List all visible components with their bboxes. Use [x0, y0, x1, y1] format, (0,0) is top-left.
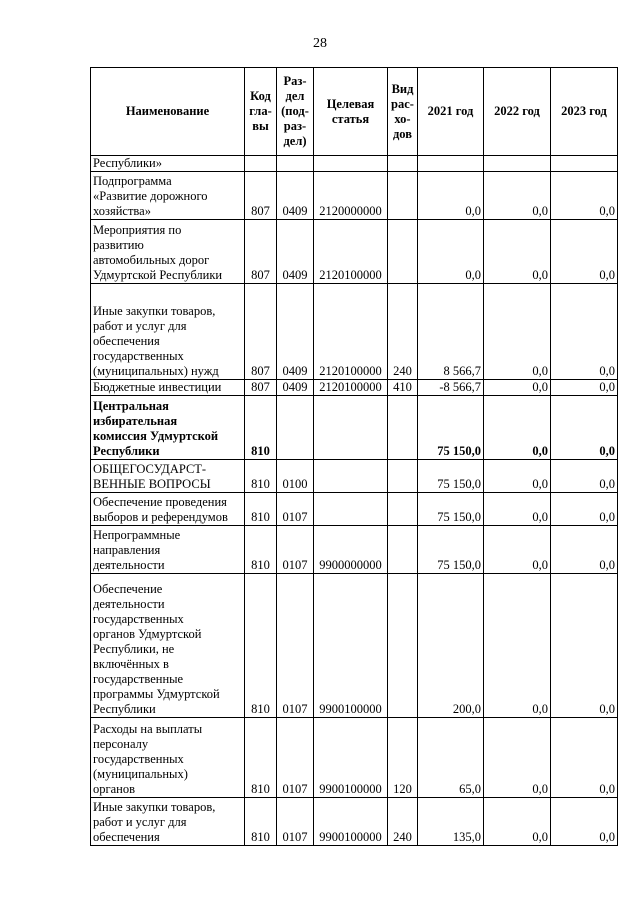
- cell-2023: 0,0: [551, 396, 618, 460]
- cell-2022: 0,0: [484, 574, 551, 718]
- cell-expense: [388, 574, 418, 718]
- cell-expense: [388, 493, 418, 526]
- cell-2023: 0,0: [551, 718, 618, 798]
- header-name: Наименование: [91, 68, 245, 156]
- cell-article: [314, 493, 388, 526]
- cell-article: 2120100000: [314, 220, 388, 284]
- cell-2023: 0,0: [551, 172, 618, 220]
- cell-expense: 410: [388, 380, 418, 396]
- cell-name: Обеспечение проведения выборов и референдумов: [91, 493, 245, 526]
- cell-2023: 0,0: [551, 493, 618, 526]
- header-2021: 2021 год: [418, 68, 484, 156]
- table-row: [91, 493, 618, 526]
- table-row: [91, 460, 618, 493]
- cell-2023: 0,0: [551, 574, 618, 718]
- cell-2022: 0,0: [484, 396, 551, 460]
- cell-expense: 240: [388, 284, 418, 380]
- cell-2022: 0,0: [484, 284, 551, 380]
- budget-table: [90, 67, 618, 846]
- cell-2021: -8 566,7: [418, 380, 484, 396]
- cell-2021: 75 150,0: [418, 396, 484, 460]
- cell-expense: [388, 460, 418, 493]
- header-section: Раз- дел (под- раз- дел): [277, 68, 314, 156]
- cell-article: 2120100000: [314, 284, 388, 380]
- cell-2021: 75 150,0: [418, 493, 484, 526]
- cell-code: [245, 156, 277, 172]
- cell-article: [314, 460, 388, 493]
- cell-code: 807: [245, 220, 277, 284]
- cell-code: 810: [245, 718, 277, 798]
- cell-name: Центральная избирательная комиссия Удмуртской Республики: [91, 396, 245, 460]
- cell-code: 810: [245, 396, 277, 460]
- table-row: [91, 396, 618, 460]
- header-expense: Вид рас- хо- дов: [388, 68, 418, 156]
- cell-article: 9900000000: [314, 526, 388, 574]
- cell-code: 810: [245, 460, 277, 493]
- cell-2021: 65,0: [418, 718, 484, 798]
- cell-2021: [418, 156, 484, 172]
- cell-2021: 0,0: [418, 172, 484, 220]
- cell-section: [277, 156, 314, 172]
- table-row: [91, 172, 618, 220]
- cell-expense: 120: [388, 718, 418, 798]
- cell-2023: 0,0: [551, 284, 618, 380]
- cell-name: Иные закупки товаров, работ и услуг для обеспечения: [91, 798, 245, 846]
- cell-section: 0107: [277, 718, 314, 798]
- cell-section: 0409: [277, 172, 314, 220]
- cell-section: 0107: [277, 526, 314, 574]
- cell-name: ОБЩЕГОСУДАРСТ- ВЕННЫЕ ВОПРОСЫ: [91, 460, 245, 493]
- cell-expense: [388, 526, 418, 574]
- cell-code: 810: [245, 798, 277, 846]
- page-number: 28: [313, 36, 327, 51]
- cell-section: 0107: [277, 574, 314, 718]
- cell-2021: 75 150,0: [418, 526, 484, 574]
- cell-2022: 0,0: [484, 380, 551, 396]
- header-article: Целевая статья: [314, 68, 388, 156]
- cell-section: 0409: [277, 380, 314, 396]
- table-row: [91, 718, 618, 798]
- cell-expense: [388, 172, 418, 220]
- table-row: [91, 380, 618, 396]
- cell-2022: 0,0: [484, 172, 551, 220]
- cell-name: Подпрограмма «Развитие дорожного хозяйства»: [91, 172, 245, 220]
- cell-2021: 0,0: [418, 220, 484, 284]
- cell-2022: 0,0: [484, 220, 551, 284]
- table-row: [91, 526, 618, 574]
- table-row: [91, 574, 618, 718]
- cell-name: Республики»: [91, 156, 245, 172]
- cell-section: 0107: [277, 493, 314, 526]
- table-row: [91, 798, 618, 846]
- cell-expense: 240: [388, 798, 418, 846]
- cell-code: 810: [245, 574, 277, 718]
- cell-2022: 0,0: [484, 460, 551, 493]
- cell-2023: 0,0: [551, 460, 618, 493]
- cell-2022: 0,0: [484, 493, 551, 526]
- cell-2021: 75 150,0: [418, 460, 484, 493]
- cell-name: Расходы на выплаты персоналу государственных (муниципальных) органов: [91, 718, 245, 798]
- cell-name: Мероприятия по развитию автомобильных дорог Удмуртской Республики: [91, 220, 245, 284]
- cell-name: Непрограммные направления деятельности: [91, 526, 245, 574]
- cell-2022: 0,0: [484, 526, 551, 574]
- cell-code: 810: [245, 493, 277, 526]
- cell-section: [277, 396, 314, 460]
- cell-2021: 135,0: [418, 798, 484, 846]
- cell-code: 807: [245, 284, 277, 380]
- cell-code: 807: [245, 172, 277, 220]
- cell-2021: 200,0: [418, 574, 484, 718]
- cell-section: 0409: [277, 284, 314, 380]
- cell-article: 9900100000: [314, 574, 388, 718]
- cell-code: 810: [245, 526, 277, 574]
- cell-section: 0100: [277, 460, 314, 493]
- cell-expense: [388, 396, 418, 460]
- cell-article: 9900100000: [314, 718, 388, 798]
- cell-2022: 0,0: [484, 798, 551, 846]
- header-2023: 2023 год: [551, 68, 618, 156]
- table-row: [91, 156, 618, 172]
- table-header-row: [91, 68, 618, 156]
- cell-article: 2120100000: [314, 380, 388, 396]
- cell-2023: 0,0: [551, 798, 618, 846]
- cell-name: Обеспечение деятельности государственных органов Удмуртской Республики, не включённых в государственные программы Удмуртской Республики: [91, 574, 245, 718]
- cell-2022: 0,0: [484, 718, 551, 798]
- cell-2023: [551, 156, 618, 172]
- cell-article: [314, 396, 388, 460]
- table-row: [91, 220, 618, 284]
- header-code: Код гла- вы: [245, 68, 277, 156]
- cell-name: Иные закупки товаров, работ и услуг для обеспечения государственных (муниципальных) нужд: [91, 284, 245, 380]
- cell-2023: 0,0: [551, 526, 618, 574]
- cell-2022: [484, 156, 551, 172]
- cell-2023: 0,0: [551, 380, 618, 396]
- table-row: [91, 284, 618, 380]
- cell-expense: [388, 156, 418, 172]
- cell-2021: 8 566,7: [418, 284, 484, 380]
- cell-article: 9900100000: [314, 798, 388, 846]
- header-2022: 2022 год: [484, 68, 551, 156]
- cell-2023: 0,0: [551, 220, 618, 284]
- cell-section: 0409: [277, 220, 314, 284]
- cell-section: 0107: [277, 798, 314, 846]
- cell-expense: [388, 220, 418, 284]
- cell-name: Бюджетные инвестиции: [91, 380, 245, 396]
- cell-code: 807: [245, 380, 277, 396]
- cell-article: 2120000000: [314, 172, 388, 220]
- cell-article: [314, 156, 388, 172]
